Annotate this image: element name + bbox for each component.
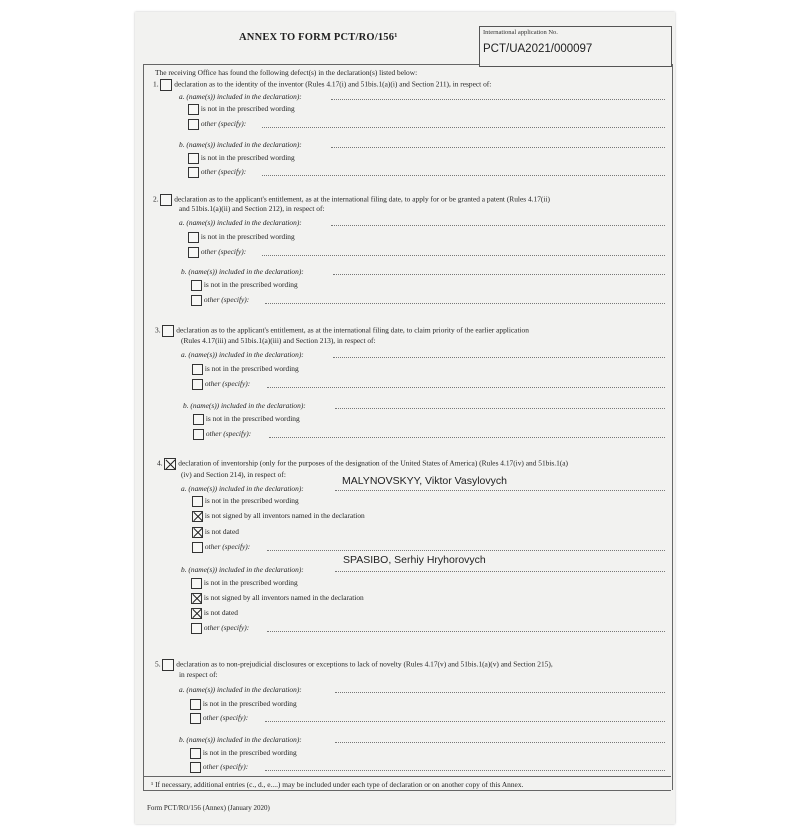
section-2-checkbox[interactable] [160,194,172,206]
section-4a-other-checkbox[interactable] [192,542,203,553]
section-4a-not-dated: is not dated [192,527,239,538]
section-5a-names-label: a. (name(s)) included in the declaration): [179,685,302,694]
section-4b-not-signed: is not signed by all inventors named in the declaration [191,593,364,604]
section-3-checkbox[interactable] [162,325,174,337]
section-1-checkbox[interactable] [160,79,172,91]
section-2a-names-label: a. (name(s)) included in the declaration): [179,218,302,227]
section-4b-not-dated-checkbox[interactable] [191,608,202,619]
section-3a-other-line [267,387,665,388]
section-5b-not-prescribed-checkbox[interactable] [190,748,201,759]
section-5b-other: other (specify): [190,762,248,773]
section-3a-other-checkbox[interactable] [192,379,203,390]
section-1a-not-prescribed: is not in the prescribed wording [188,104,295,115]
section-3b-names-line [335,408,665,409]
section-4b-names-label: b. (name(s)) included in the declaration): [181,565,304,574]
section-4a-names-line [335,490,665,491]
section-2a-other: other (specify): [188,247,246,258]
section-3b-other-line [269,437,665,438]
section-5a-names-line [335,692,665,693]
section-4a-not-signed-checkbox[interactable] [192,511,203,522]
section-4b-not-prescribed: is not in the prescribed wording [191,578,298,589]
section-2b-other-line [265,303,665,304]
application-number-value: PCT/UA2021/000097 [483,43,593,55]
section-3b-other: other (specify): [193,429,251,440]
section-3a-other: other (specify): [192,379,250,390]
section-4a-other-line [267,550,665,551]
section-3a-names-line [333,357,665,358]
section-5a-not-prescribed-checkbox[interactable] [190,699,201,710]
section-3-text: declaration as to the applicant's entitlement, as at the international filing date, to claim priority of the earlier application [176,325,529,335]
section-5b-names-label: b. (name(s)) included in the declaration): [179,735,302,744]
section-1a-names-line [331,99,665,100]
section-5-text: declaration as to non-prejudicial disclosures or exceptions to lack of novelty (Rules 4.17(v) and 51bis.1(a)(v) and Section 215), [176,659,553,669]
section-1-text: declaration as to the identity of the inventor (Rules 4.17(i) and 51bis.1(a)(i) and Section 211), in respect of: [174,79,492,89]
section-5b-other-checkbox[interactable] [190,762,201,773]
section-5-text-line2: in respect of: [179,670,218,679]
section-4-text-line2: (iv) and Section 214), in respect of: [181,470,286,479]
section-4a-not-prescribed-checkbox[interactable] [192,496,203,507]
section-4-checkbox[interactable] [164,458,176,470]
form-footer: Form PCT/RO/156 (Annex) (January 2020) [147,804,270,812]
footnote-separator [143,776,671,777]
section-5-header: 5. declaration as to non-prejudicial disclosures or exceptions to lack of novelty (Rules 4.17(v) and 51bis.1(a)(v) and Section 215), [155,659,553,671]
section-1b-names-label: b. (name(s)) included in the declaration): [179,140,302,149]
section-2-text: declaration as to the applicant's entitlement, as at the international filing date, to apply for or be granted a patent (Rules 4.17(ii) [174,194,550,204]
section-4b-inventor-name: SPASIBO, Serhiy Hryhorovych [343,554,486,566]
section-2a-not-prescribed: is not in the prescribed wording [188,232,295,243]
section-1a-not-prescribed-checkbox[interactable] [188,104,199,115]
application-number-box [479,26,672,67]
section-1b-other-checkbox[interactable] [188,167,199,178]
intro-text: The receiving Office has found the following defect(s) in the declaration(s) listed below: [155,68,418,77]
section-4b-names-line [335,571,665,572]
section-4b-not-dated: is not dated [191,608,238,619]
section-3b-names-label: b. (name(s)) included in the declaration): [183,401,306,410]
frame-bottom [143,790,671,791]
section-2b-names-line [333,274,665,275]
section-2a-other-line [262,255,665,256]
section-4b-other-line [267,631,665,632]
section-3b-not-prescribed: is not in the prescribed wording [193,414,300,425]
section-5a-other-line [265,721,665,722]
footnote: ¹ If necessary, additional entries (c., d., e....) may be included under each type of declaration or on another copy of this Annex. [151,780,524,789]
section-3a-not-prescribed: is not in the prescribed wording [192,364,299,375]
section-4b-other-checkbox[interactable] [191,623,202,634]
section-2a-other-checkbox[interactable] [188,247,199,258]
section-4a-names-label: a. (name(s)) included in the declaration): [181,484,304,493]
section-3-text-line2: (Rules 4.17(iii) and 51bis.1(a)(iii) and Section 213), in respect of: [181,336,376,345]
section-4b-not-prescribed-checkbox[interactable] [191,578,202,589]
section-1a-other-line [262,127,665,128]
section-3b-not-prescribed-checkbox[interactable] [193,414,204,425]
section-5-checkbox[interactable] [162,659,174,671]
application-number-label: International application No. [483,29,558,36]
section-1-number: 1. [153,79,159,89]
section-2b-other-checkbox[interactable] [191,295,202,306]
section-1b-names-line [331,147,665,148]
section-1b-other: other (specify): [188,167,246,178]
section-5a-other: other (specify): [190,713,248,724]
section-4a-not-prescribed: is not in the prescribed wording [192,496,299,507]
section-2a-not-prescribed-checkbox[interactable] [188,232,199,243]
section-4a-not-dated-checkbox[interactable] [192,527,203,538]
section-3-header: 3. declaration as to the applicant's entitlement, as at the international filing date, to claim priority of the earlier application [155,325,529,337]
section-1b-not-prescribed-checkbox[interactable] [188,153,199,164]
section-1a-other-checkbox[interactable] [188,119,199,130]
section-4a-not-signed: is not signed by all inventors named in the declaration [192,511,365,522]
section-1a-names-label: a. (name(s)) included in the declaration): [179,92,302,101]
section-2b-names-label: b. (name(s)) included in the declaration): [181,267,304,276]
section-1-header [153,79,491,91]
section-2b-not-prescribed-checkbox[interactable] [191,280,202,291]
section-4b-other: other (specify): [191,623,249,634]
section-5a-not-prescribed: is not in the prescribed wording [190,699,297,710]
section-3a-names-label: a. (name(s)) included in the declaration): [181,350,304,359]
section-2a-names-line [331,225,665,226]
section-5b-not-prescribed: is not in the prescribed wording [190,748,297,759]
section-5b-other-line [265,770,665,771]
section-1b-other-line [262,175,665,176]
section-3a-not-prescribed-checkbox[interactable] [192,364,203,375]
section-1b-not-prescribed: is not in the prescribed wording [188,153,295,164]
section-3b-other-checkbox[interactable] [193,429,204,440]
form-title: ANNEX TO FORM PCT/RO/156¹ [239,32,398,43]
section-5b-names-line [335,742,665,743]
section-4-header: 4. declaration of inventorship (only for the purposes of the designation of the United States of America) (Rules 4.17(iv) and 51bis.1(a) [157,458,568,470]
section-2-text-line2: and 51bis.1(a)(ii) and Section 212), in respect of: [179,204,325,213]
section-2b-other: other (specify): [191,295,249,306]
form-page [135,12,675,824]
section-4-text: declaration of inventorship (only for the purposes of the designation of the United States of America) (Rules 4.17(iv) and 51bis.1(a) [178,458,569,468]
section-1a-other: other (specify): [188,119,246,130]
section-4a-other: other (specify): [192,542,250,553]
section-4a-inventor-name: MALYNOVSKYY, Viktor Vasylovych [342,475,507,487]
section-2-header: 2. declaration as to the applicant's entitlement, as at the international filing date, to apply for or be granted a patent (Rules 4.17(ii) [153,194,550,206]
section-5a-other-checkbox[interactable] [190,713,201,724]
section-4b-not-signed-checkbox[interactable] [191,593,202,604]
section-2b-not-prescribed: is not in the prescribed wording [191,280,298,291]
